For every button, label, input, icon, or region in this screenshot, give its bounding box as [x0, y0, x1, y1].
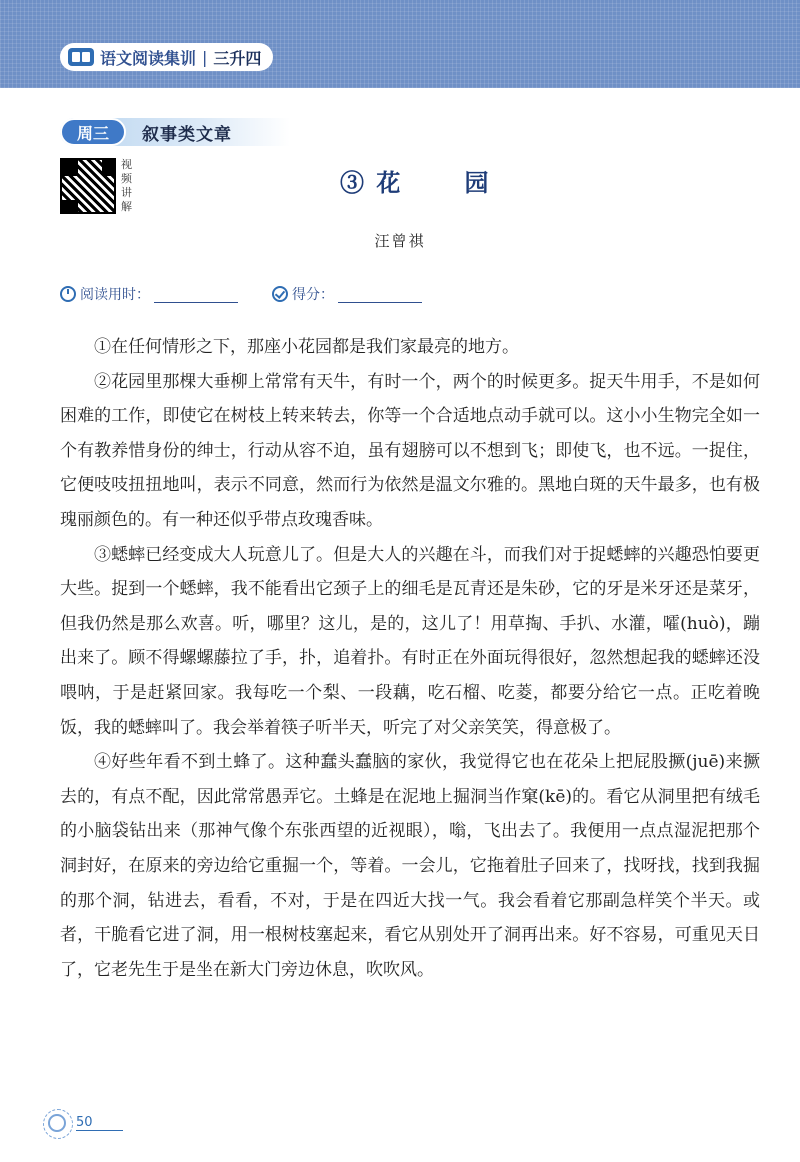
qr-code[interactable]: [60, 158, 116, 214]
series-title: 语文阅读集训: [100, 48, 197, 68]
section-tab: [60, 118, 290, 146]
qr-label-char: 解: [121, 200, 132, 213]
qr-label-char: 视: [121, 158, 132, 171]
clock-icon: [60, 286, 76, 302]
qr-label-char: 讲: [121, 186, 132, 199]
paragraph-2: ②花园里那棵大垂柳上常常有天牛，有时一个，两个的时候更多。捉天牛用手，不是如何困难的工作，即使它在树枝上转来转去，你等一个合适地点动手就可以。这小小生物完全如一个有教养惜身份的绅士，行动从容不迫，虽有翅膀可以不想到飞；即使飞，也不远。一捉住，它便吱吱扭扭地叫，表示不同意，然而行为依然是温文尔雅的。黑地白斑的天牛最多，也有极瑰丽颜色的。有一种还似乎带点玫瑰香味。: [60, 371, 760, 530]
sun-icon: [48, 1114, 66, 1132]
day-badge: 周三: [60, 118, 126, 146]
reading-time-label: 阅读用时：: [80, 287, 150, 303]
series-separator: |: [202, 47, 208, 67]
page-footer: [48, 1112, 123, 1134]
score-label: 得分：: [292, 287, 334, 303]
book-icon: [68, 48, 94, 66]
reading-meta: [60, 283, 760, 305]
article-title: ③ 花 园: [340, 168, 491, 197]
score: [272, 284, 422, 304]
paragraph-3: ③蟋蟀已经变成大人玩意儿了。但是大人的兴趣在斗，而我们对于捉蟋蟀的兴趣恐怕要更大些。捉到一个蟋蟀，我不能看出它颈子上的细毛是瓦青还是朱砂，它的牙是米牙还是菜牙，但我仍然是那么欢喜。听，哪里？这儿，是的，这儿了！用草掏、手扒、水灌，嚯(huò)，蹦出来了。顾不得螺螺藤拉了手，扑，追着扑。有时正在外面玩得很好，忽然想起我的蟋蟀还没喂呐，于是赶紧回家。我每吃一个梨、一段藕，吃石榴、吃菱，都要分给它一点。正吃着晚饭，我的蟋蟀叫了。我会举着筷子听半天，听完了对父亲笑笑，得意极了。: [60, 544, 760, 738]
paragraph-4: ④好些年看不到土蜂了。这种蠢头蠢脑的家伙，我觉得它也在花朵上把屁股撅(juē)来撅去的，有点不配，因此常常愚弄它。土蜂是在泥地上掘洞当作窠(kē)的。看它从洞里把有绒毛的小脑袋钻出来（那神气像个东张西望的近视眼），嗡，飞出去了。我便用一点点湿泥把那个洞封好，在原来的旁边给它重掘一个，等着。一会儿，它拖着肚子回来了，找呀找，找到我掘的那个洞，钻进去，看看，不对，于是在四近大找一气。我会看着它那副急样笑个半天。或者，干脆看它进了洞，用一根树枝塞起来，看它从别处开了洞再出来。好不容易，可重见天日了，它老先生于是坐在新大门旁边休息，吹吹风。: [60, 752, 760, 980]
grade-level: 三升四: [213, 48, 262, 68]
article-author: 汪曾祺: [374, 232, 426, 250]
reading-time: [60, 284, 238, 304]
qr-label-char: 频: [121, 172, 132, 185]
section-category: 叙事类文章: [142, 124, 232, 145]
article-body: [60, 330, 760, 987]
paragraph-1: ①在任何情形之下，那座小花园都是我们家最亮的地方。: [94, 337, 519, 357]
reading-time-blank[interactable]: [154, 286, 238, 303]
page-number: 50: [76, 1115, 123, 1131]
qr-video-label: [121, 158, 135, 214]
check-icon: [272, 286, 288, 302]
score-blank[interactable]: [338, 286, 422, 303]
series-banner: [60, 43, 273, 71]
